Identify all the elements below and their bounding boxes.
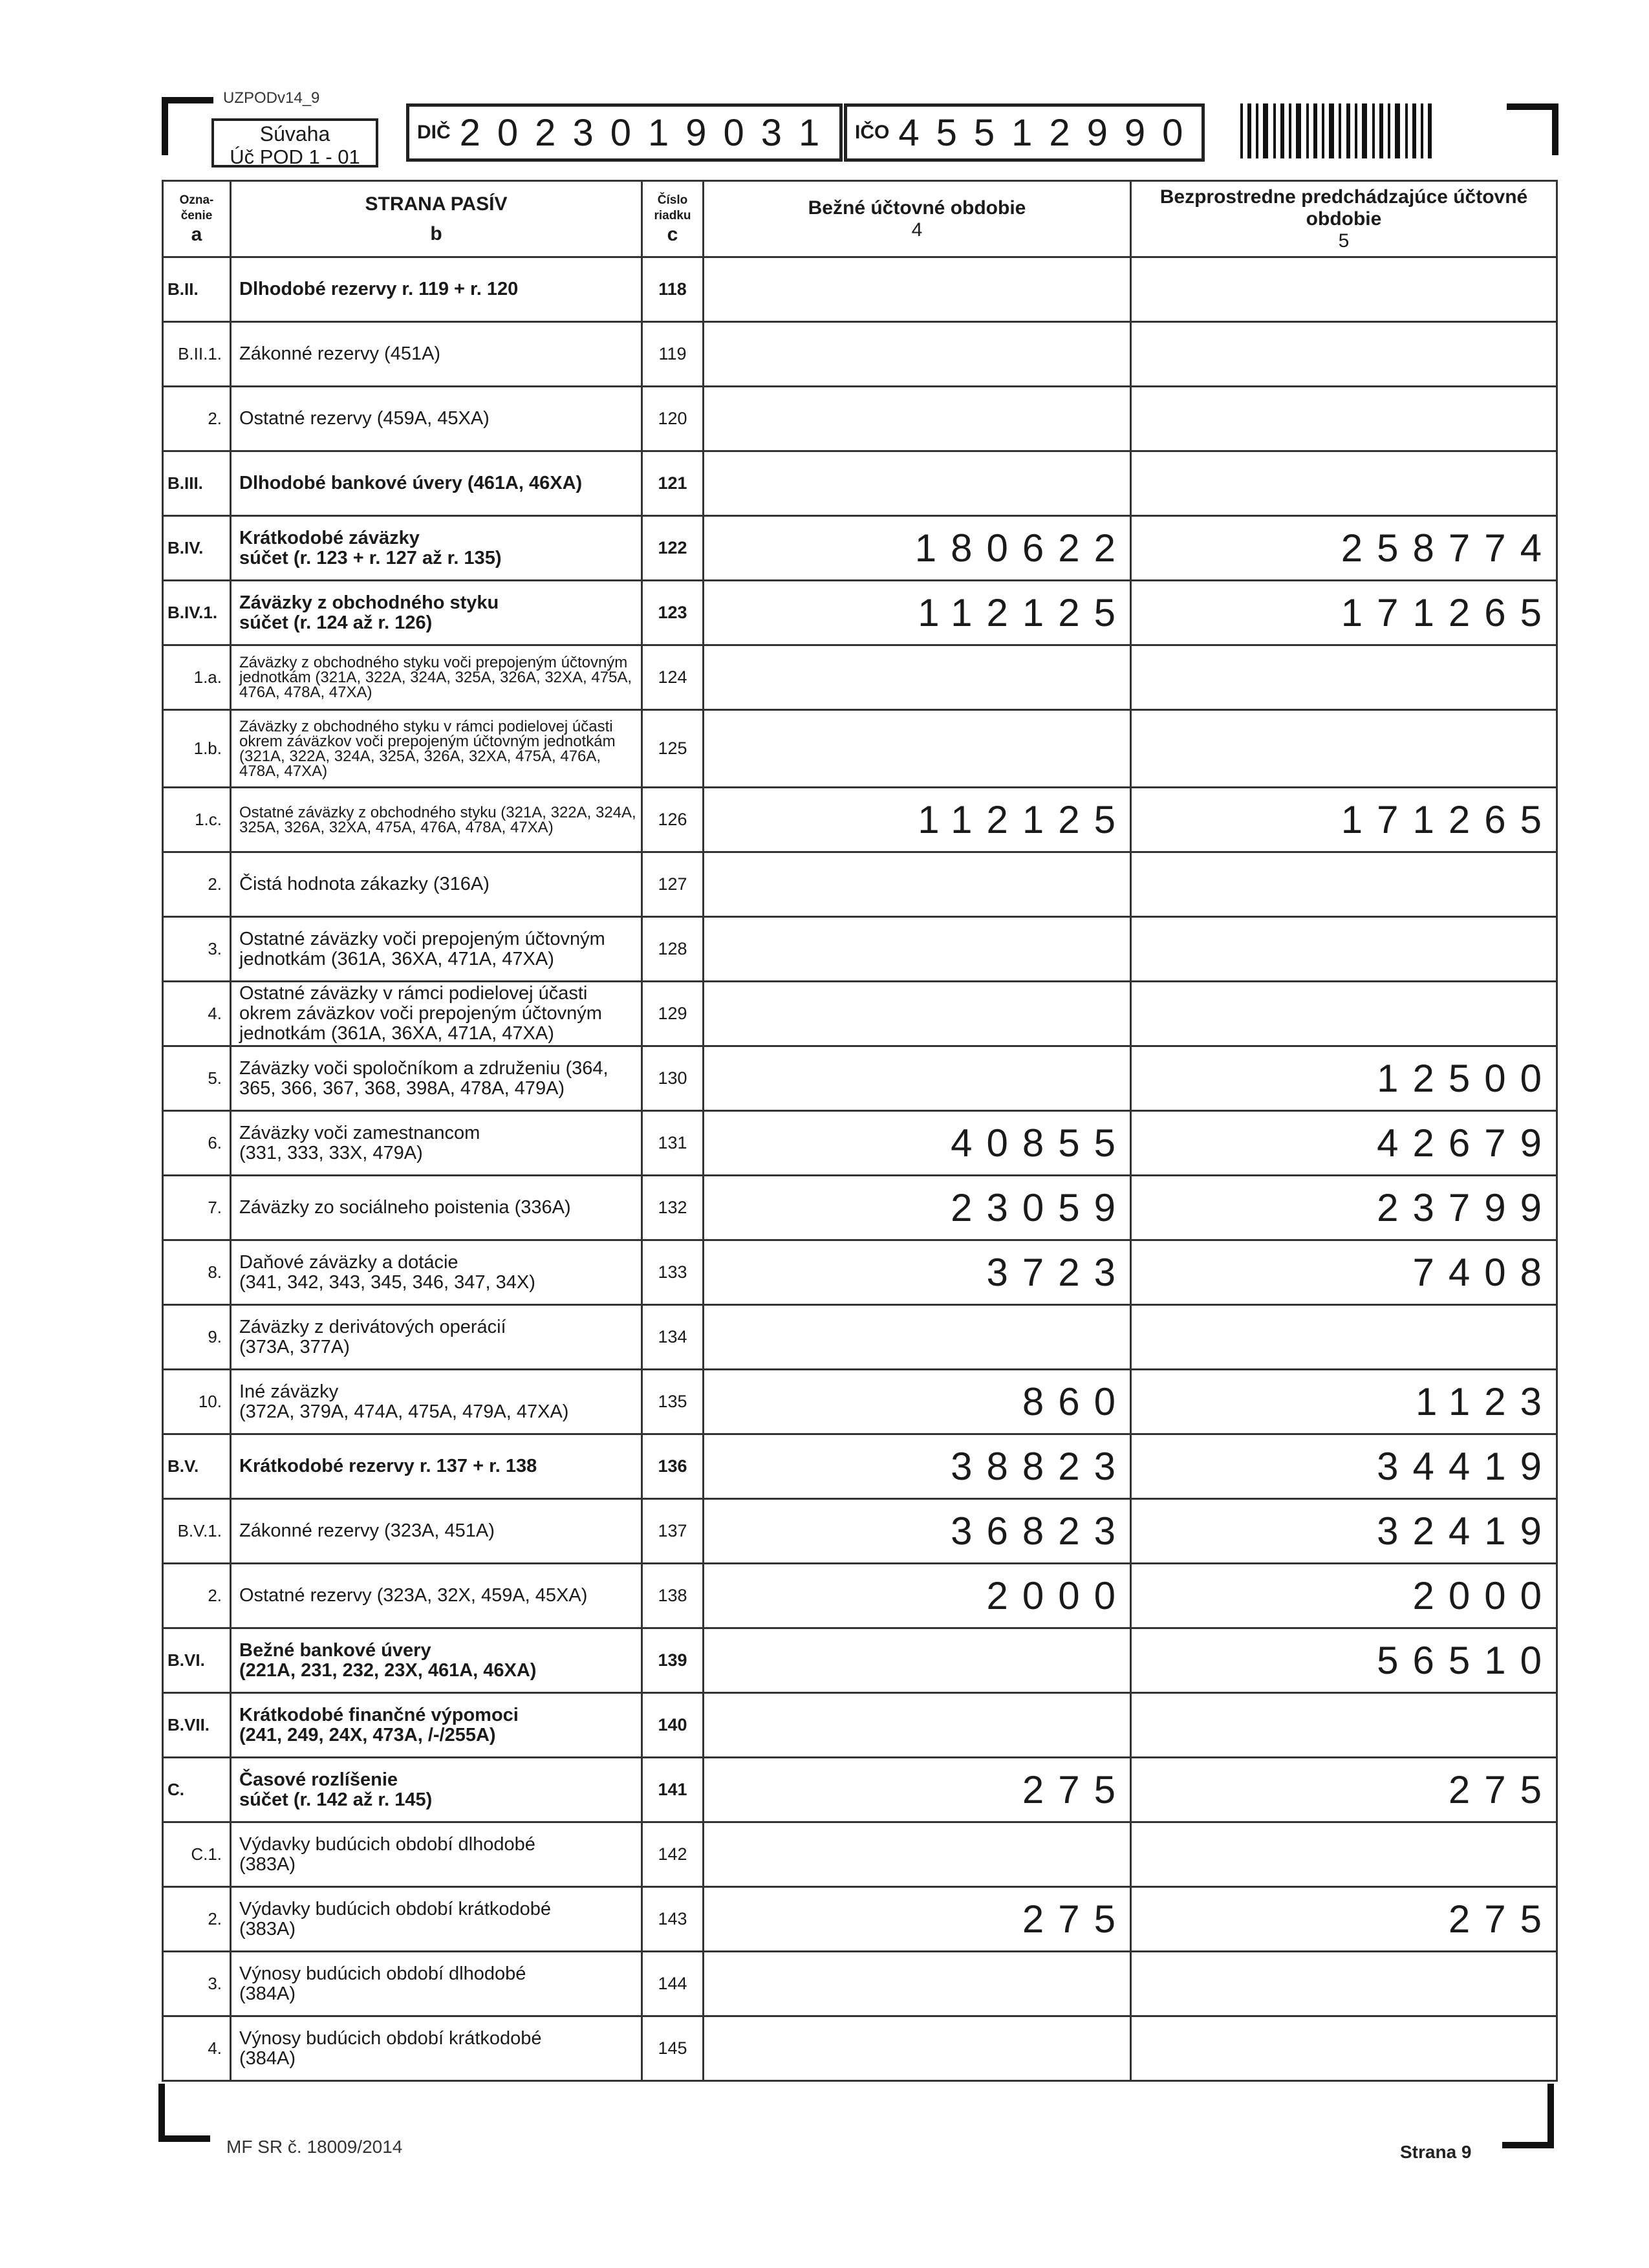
form-code: UZPODv14_9 bbox=[223, 89, 320, 107]
form-type-code: Úč POD 1 - 01 bbox=[230, 146, 360, 168]
row-description: Dlhodobé rezervy r. 119 + r. 120 bbox=[231, 257, 642, 322]
row-value-previous bbox=[1131, 982, 1557, 1046]
row-oznacenie: 6. bbox=[163, 1111, 231, 1176]
footer-page-number: Strana 9 bbox=[1400, 2142, 1472, 2162]
row-value-previous bbox=[1131, 917, 1557, 982]
row-number: 145 bbox=[642, 2016, 704, 2081]
row-oznacenie: B.VI. bbox=[163, 1628, 231, 1693]
table-row bbox=[163, 2016, 1557, 2081]
table-row bbox=[163, 1628, 1557, 1693]
barcode-bar bbox=[1412, 103, 1416, 158]
row-oznacenie: B.II.1. bbox=[163, 322, 231, 387]
row-description: Záväzky voči zamestnancom (331, 333, 33X, 479A) bbox=[231, 1111, 642, 1176]
table-row bbox=[163, 322, 1557, 387]
row-value-current bbox=[704, 1305, 1131, 1370]
row-description: Záväzky z obchodného styku v rámci podielovej účasti okrem záväzkov voči prepojeným účtovným jednotkám (321A, 322A, 324A, 325A, 326A, 32XA, 475A, 476A, 478A, 47XA) bbox=[231, 710, 642, 788]
table-row bbox=[163, 710, 1557, 788]
corner-mark-bottom-left-horizontal bbox=[158, 2135, 210, 2142]
row-oznacenie: B.II. bbox=[163, 257, 231, 322]
row-value-current bbox=[704, 257, 1131, 322]
row-oznacenie: B.VII. bbox=[163, 1693, 231, 1758]
row-value-previous: 171265 bbox=[1131, 581, 1557, 645]
row-value-previous: 275 bbox=[1131, 1758, 1557, 1822]
row-value-current bbox=[704, 1628, 1131, 1693]
table-row bbox=[163, 1564, 1557, 1628]
row-oznacenie: 7. bbox=[163, 1176, 231, 1240]
row-value-current bbox=[704, 852, 1131, 917]
barcode-bar bbox=[1428, 103, 1432, 158]
table-row bbox=[163, 1305, 1557, 1370]
row-oznacenie: 3. bbox=[163, 1952, 231, 2016]
row-value-current: 36823 bbox=[704, 1499, 1131, 1564]
dic-box bbox=[406, 103, 843, 162]
row-description: Ostatné rezervy (323A, 32X, 459A, 45XA) bbox=[231, 1564, 642, 1628]
barcode-bar bbox=[1247, 103, 1251, 158]
row-number: 144 bbox=[642, 1952, 704, 2016]
row-oznacenie: 5. bbox=[163, 1046, 231, 1111]
row-oznacenie: 1.b. bbox=[163, 710, 231, 788]
row-oznacenie: 1.a. bbox=[163, 645, 231, 710]
row-value-previous bbox=[1131, 645, 1557, 710]
barcode bbox=[1240, 103, 1467, 158]
row-value-current bbox=[704, 1046, 1131, 1111]
table-row bbox=[163, 788, 1557, 852]
header-strana-pasiv-title: STRANA PASÍV bbox=[365, 193, 508, 215]
row-oznacenie: 10. bbox=[163, 1370, 231, 1434]
row-oznacenie: B.V. bbox=[163, 1434, 231, 1499]
barcode-bar bbox=[1240, 103, 1243, 158]
row-value-previous: 12500 bbox=[1131, 1046, 1557, 1111]
row-number: 129 bbox=[642, 982, 704, 1046]
corner-mark-bottom-right bbox=[1547, 2084, 1554, 2148]
barcode-bar bbox=[1306, 103, 1309, 158]
row-number: 139 bbox=[642, 1628, 704, 1693]
header-strana-pasiv-code: b bbox=[430, 222, 442, 244]
form-type-title: Súvaha bbox=[259, 122, 330, 146]
row-number: 138 bbox=[642, 1564, 704, 1628]
row-oznacenie: 4. bbox=[163, 2016, 231, 2081]
header-bezne-obdobie bbox=[704, 181, 1131, 257]
row-number: 119 bbox=[642, 322, 704, 387]
table-row bbox=[163, 1822, 1557, 1887]
row-description: Záväzky z obchodného styku súčet (r. 124 až r. 126) bbox=[231, 581, 642, 645]
ico-box bbox=[844, 103, 1205, 162]
row-oznacenie: 2. bbox=[163, 852, 231, 917]
row-value-current: 860 bbox=[704, 1370, 1131, 1434]
corner-mark-top-left bbox=[162, 97, 213, 103]
header-predchadzajuce-obdobie-title: Bezprostredne predchádzajúce účtovné obdobie bbox=[1159, 186, 1528, 230]
row-description: Daňové záväzky a dotácie (341, 342, 343, 345, 346, 347, 34X) bbox=[231, 1240, 642, 1305]
row-value-previous: 1123 bbox=[1131, 1370, 1557, 1434]
row-number: 130 bbox=[642, 1046, 704, 1111]
row-oznacenie: B.IV.1. bbox=[163, 581, 231, 645]
row-oznacenie: C.1. bbox=[163, 1822, 231, 1887]
row-number: 135 bbox=[642, 1370, 704, 1434]
row-number: 120 bbox=[642, 387, 704, 451]
table-row bbox=[163, 1176, 1557, 1240]
form-type-box bbox=[211, 118, 378, 167]
table-row bbox=[163, 1499, 1557, 1564]
row-description: Krátkodobé finančné výpomoci (241, 249, 24X, 473A, /-/255A) bbox=[231, 1693, 642, 1758]
row-value-current bbox=[704, 917, 1131, 982]
row-description: Dlhodobé bankové úvery (461A, 46XA) bbox=[231, 451, 642, 516]
header-oznacenie bbox=[163, 181, 231, 257]
row-number: 125 bbox=[642, 710, 704, 788]
row-value-previous: 23799 bbox=[1131, 1176, 1557, 1240]
row-value-current bbox=[704, 2016, 1131, 2081]
row-description: Záväzky z derivátových operácií (373A, 377A) bbox=[231, 1305, 642, 1370]
row-value-current bbox=[704, 982, 1131, 1046]
header-oznacenie-title: Ozna- čenie bbox=[179, 193, 214, 222]
barcode-bar bbox=[1329, 103, 1334, 158]
row-oznacenie: 2. bbox=[163, 1887, 231, 1952]
row-description: Záväzky zo sociálneho poistenia (336A) bbox=[231, 1176, 642, 1240]
row-value-current: 112125 bbox=[704, 788, 1131, 852]
row-description: Výnosy budúcich období krátkodobé (384A) bbox=[231, 2016, 642, 2081]
barcode-bar bbox=[1263, 103, 1268, 158]
row-oznacenie: B.V.1. bbox=[163, 1499, 231, 1564]
table-row bbox=[163, 1693, 1557, 1758]
row-value-previous: 171265 bbox=[1131, 788, 1557, 852]
row-oznacenie: 2. bbox=[163, 1564, 231, 1628]
corner-mark-bottom-right-horizontal bbox=[1502, 2142, 1554, 2148]
row-oznacenie: 1.c. bbox=[163, 788, 231, 852]
barcode-bar bbox=[1322, 103, 1324, 158]
row-value-previous: 56510 bbox=[1131, 1628, 1557, 1693]
row-value-previous: 7408 bbox=[1131, 1240, 1557, 1305]
footer-ministry-ref: MF SR č. 18009/2014 bbox=[226, 2137, 403, 2157]
header-predchadzajuce-obdobie bbox=[1131, 181, 1557, 257]
row-value-previous: 42679 bbox=[1131, 1111, 1557, 1176]
row-description: Zákonné rezervy (451A) bbox=[231, 322, 642, 387]
row-description: Ostatné záväzky z obchodného styku (321A, 322A, 324A, 325A, 326A, 32XA, 475A, 476A, 478A, 47XA) bbox=[231, 788, 642, 852]
table-row bbox=[163, 581, 1557, 645]
barcode-bar bbox=[1273, 103, 1276, 158]
barcode-bar bbox=[1256, 103, 1258, 158]
header-oznacenie-code: a bbox=[191, 223, 202, 245]
row-oznacenie: 3. bbox=[163, 917, 231, 982]
table-row bbox=[163, 1046, 1557, 1111]
row-value-previous bbox=[1131, 1305, 1557, 1370]
table-row bbox=[163, 917, 1557, 982]
row-number: 141 bbox=[642, 1758, 704, 1822]
row-value-current: 112125 bbox=[704, 581, 1131, 645]
row-value-current: 180622 bbox=[704, 516, 1131, 581]
row-value-previous bbox=[1131, 1952, 1557, 2016]
row-value-current: 38823 bbox=[704, 1434, 1131, 1499]
row-oznacenie: 2. bbox=[163, 387, 231, 451]
corner-mark-bottom-left bbox=[158, 2084, 165, 2142]
barcode-bar bbox=[1405, 103, 1408, 158]
row-description: Bežné bankové úvery (221A, 231, 232, 23X, 461A, 46XA) bbox=[231, 1628, 642, 1693]
header-cislo-riadku-code: c bbox=[667, 223, 678, 245]
header-bezne-obdobie-title: Bežné účtovné obdobie bbox=[808, 197, 1026, 219]
row-number: 132 bbox=[642, 1176, 704, 1240]
row-value-current bbox=[704, 1693, 1131, 1758]
table-row bbox=[163, 1111, 1557, 1176]
barcode-bar bbox=[1289, 103, 1291, 158]
row-oznacenie: C. bbox=[163, 1758, 231, 1822]
header-predchadzajuce-obdobie-code: 5 bbox=[1338, 230, 1350, 252]
row-value-previous bbox=[1131, 387, 1557, 451]
corner-mark-top-right-vertical bbox=[1552, 103, 1558, 155]
row-description: Ostatné rezervy (459A, 45XA) bbox=[231, 387, 642, 451]
table-row bbox=[163, 257, 1557, 322]
header-bezne-obdobie-code: 4 bbox=[911, 219, 923, 241]
table-row bbox=[163, 1240, 1557, 1305]
ico-value: 45512990 bbox=[898, 111, 1200, 154]
table-row bbox=[163, 1887, 1557, 1952]
row-number: 126 bbox=[642, 788, 704, 852]
barcode-bar bbox=[1388, 103, 1390, 158]
row-description: Krátkodobé záväzky súčet (r. 123 + r. 127 až r. 135) bbox=[231, 516, 642, 581]
row-description: Čistá hodnota zákazky (316A) bbox=[231, 852, 642, 917]
table-row bbox=[163, 645, 1557, 710]
row-value-previous bbox=[1131, 852, 1557, 917]
barcode-bar bbox=[1313, 103, 1317, 158]
row-number: 134 bbox=[642, 1305, 704, 1370]
row-number: 131 bbox=[642, 1111, 704, 1176]
row-oznacenie: B.III. bbox=[163, 451, 231, 516]
table-row bbox=[163, 451, 1557, 516]
row-value-current: 2000 bbox=[704, 1564, 1131, 1628]
row-description: Záväzky z obchodného styku voči prepojeným účtovným jednotkám (321A, 322A, 324A, 325A, 326A, 32XA, 475A, 476A, 478A, 47XA) bbox=[231, 645, 642, 710]
row-value-previous bbox=[1131, 1693, 1557, 1758]
row-value-current: 275 bbox=[704, 1758, 1131, 1822]
row-number: 118 bbox=[642, 257, 704, 322]
row-number: 122 bbox=[642, 516, 704, 581]
row-value-current: 23059 bbox=[704, 1176, 1131, 1240]
header-cislo-riadku-title: Číslo riadku bbox=[654, 193, 691, 222]
table-row bbox=[163, 852, 1557, 917]
row-value-previous bbox=[1131, 1822, 1557, 1887]
row-number: 140 bbox=[642, 1693, 704, 1758]
row-number: 137 bbox=[642, 1499, 704, 1564]
barcode-bar bbox=[1339, 103, 1341, 158]
row-value-previous bbox=[1131, 710, 1557, 788]
row-value-current: 3723 bbox=[704, 1240, 1131, 1305]
row-oznacenie: 4. bbox=[163, 982, 231, 1046]
row-description: Zákonné rezervy (323A, 451A) bbox=[231, 1499, 642, 1564]
row-number: 143 bbox=[642, 1887, 704, 1952]
row-number: 128 bbox=[642, 917, 704, 982]
row-value-current bbox=[704, 1822, 1131, 1887]
table-row bbox=[163, 387, 1557, 451]
barcode-bar bbox=[1296, 103, 1301, 158]
dic-label: DIČ bbox=[417, 122, 451, 143]
row-value-current bbox=[704, 322, 1131, 387]
row-number: 123 bbox=[642, 581, 704, 645]
barcode-bar bbox=[1395, 103, 1400, 158]
dic-value: 2023019031 bbox=[459, 111, 837, 154]
row-oznacenie: B.IV. bbox=[163, 516, 231, 581]
row-value-previous: 275 bbox=[1131, 1887, 1557, 1952]
barcode-bar bbox=[1355, 103, 1357, 158]
table-row bbox=[163, 1758, 1557, 1822]
liabilities-table bbox=[162, 180, 1558, 2082]
table-header-row bbox=[163, 181, 1557, 257]
row-value-current bbox=[704, 451, 1131, 516]
row-value-previous bbox=[1131, 451, 1557, 516]
table-row bbox=[163, 1434, 1557, 1499]
row-value-previous: 2000 bbox=[1131, 1564, 1557, 1628]
row-value-previous bbox=[1131, 322, 1557, 387]
row-description: Časové rozlíšenie súčet (r. 142 až r. 145) bbox=[231, 1758, 642, 1822]
table-row bbox=[163, 516, 1557, 581]
row-description: Ostatné záväzky v rámci podielovej účasti okrem záväzkov voči prepojeným účtovným jednotkám (361A, 36XA, 471A, 47XA) bbox=[231, 982, 642, 1046]
row-description: Záväzky voči spoločníkom a združeniu (364, 365, 366, 367, 368, 398A, 478A, 479A) bbox=[231, 1046, 642, 1111]
row-description: Krátkodobé rezervy r. 137 + r. 138 bbox=[231, 1434, 642, 1499]
row-number: 142 bbox=[642, 1822, 704, 1887]
barcode-bar bbox=[1379, 103, 1383, 158]
corner-mark-top-right bbox=[1507, 103, 1558, 110]
row-value-previous bbox=[1131, 257, 1557, 322]
row-value-previous: 32419 bbox=[1131, 1499, 1557, 1564]
table-row bbox=[163, 1370, 1557, 1434]
corner-mark-top-left-vertical bbox=[162, 97, 168, 155]
row-oznacenie: 9. bbox=[163, 1305, 231, 1370]
barcode-bar bbox=[1362, 103, 1367, 158]
row-value-current bbox=[704, 1952, 1131, 2016]
row-number: 133 bbox=[642, 1240, 704, 1305]
row-number: 124 bbox=[642, 645, 704, 710]
row-number: 127 bbox=[642, 852, 704, 917]
barcode-bar bbox=[1280, 103, 1284, 158]
barcode-bar bbox=[1346, 103, 1350, 158]
row-value-current bbox=[704, 387, 1131, 451]
ico-label: IČO bbox=[855, 122, 890, 143]
row-number: 136 bbox=[642, 1434, 704, 1499]
row-value-current bbox=[704, 645, 1131, 710]
table-row bbox=[163, 1952, 1557, 2016]
row-value-current: 275 bbox=[704, 1887, 1131, 1952]
row-description: Výnosy budúcich období dlhodobé (384A) bbox=[231, 1952, 642, 2016]
row-description: Ostatné záväzky voči prepojeným účtovným jednotkám (361A, 36XA, 471A, 47XA) bbox=[231, 917, 642, 982]
row-description: Iné záväzky (372A, 379A, 474A, 475A, 479A, 47XA) bbox=[231, 1370, 642, 1434]
row-value-previous bbox=[1131, 2016, 1557, 2081]
row-value-previous: 258774 bbox=[1131, 516, 1557, 581]
header-strana-pasiv bbox=[231, 181, 642, 257]
row-value-current bbox=[704, 710, 1131, 788]
row-number: 121 bbox=[642, 451, 704, 516]
table-row bbox=[163, 982, 1557, 1046]
row-description: Výdavky budúcich období krátkodobé (383A) bbox=[231, 1887, 642, 1952]
row-value-previous: 34419 bbox=[1131, 1434, 1557, 1499]
header-cislo-riadku bbox=[642, 181, 704, 257]
row-description: Výdavky budúcich období dlhodobé (383A) bbox=[231, 1822, 642, 1887]
barcode-bar bbox=[1372, 103, 1375, 158]
barcode-bar bbox=[1421, 103, 1423, 158]
row-oznacenie: 8. bbox=[163, 1240, 231, 1305]
row-value-current: 40855 bbox=[704, 1111, 1131, 1176]
